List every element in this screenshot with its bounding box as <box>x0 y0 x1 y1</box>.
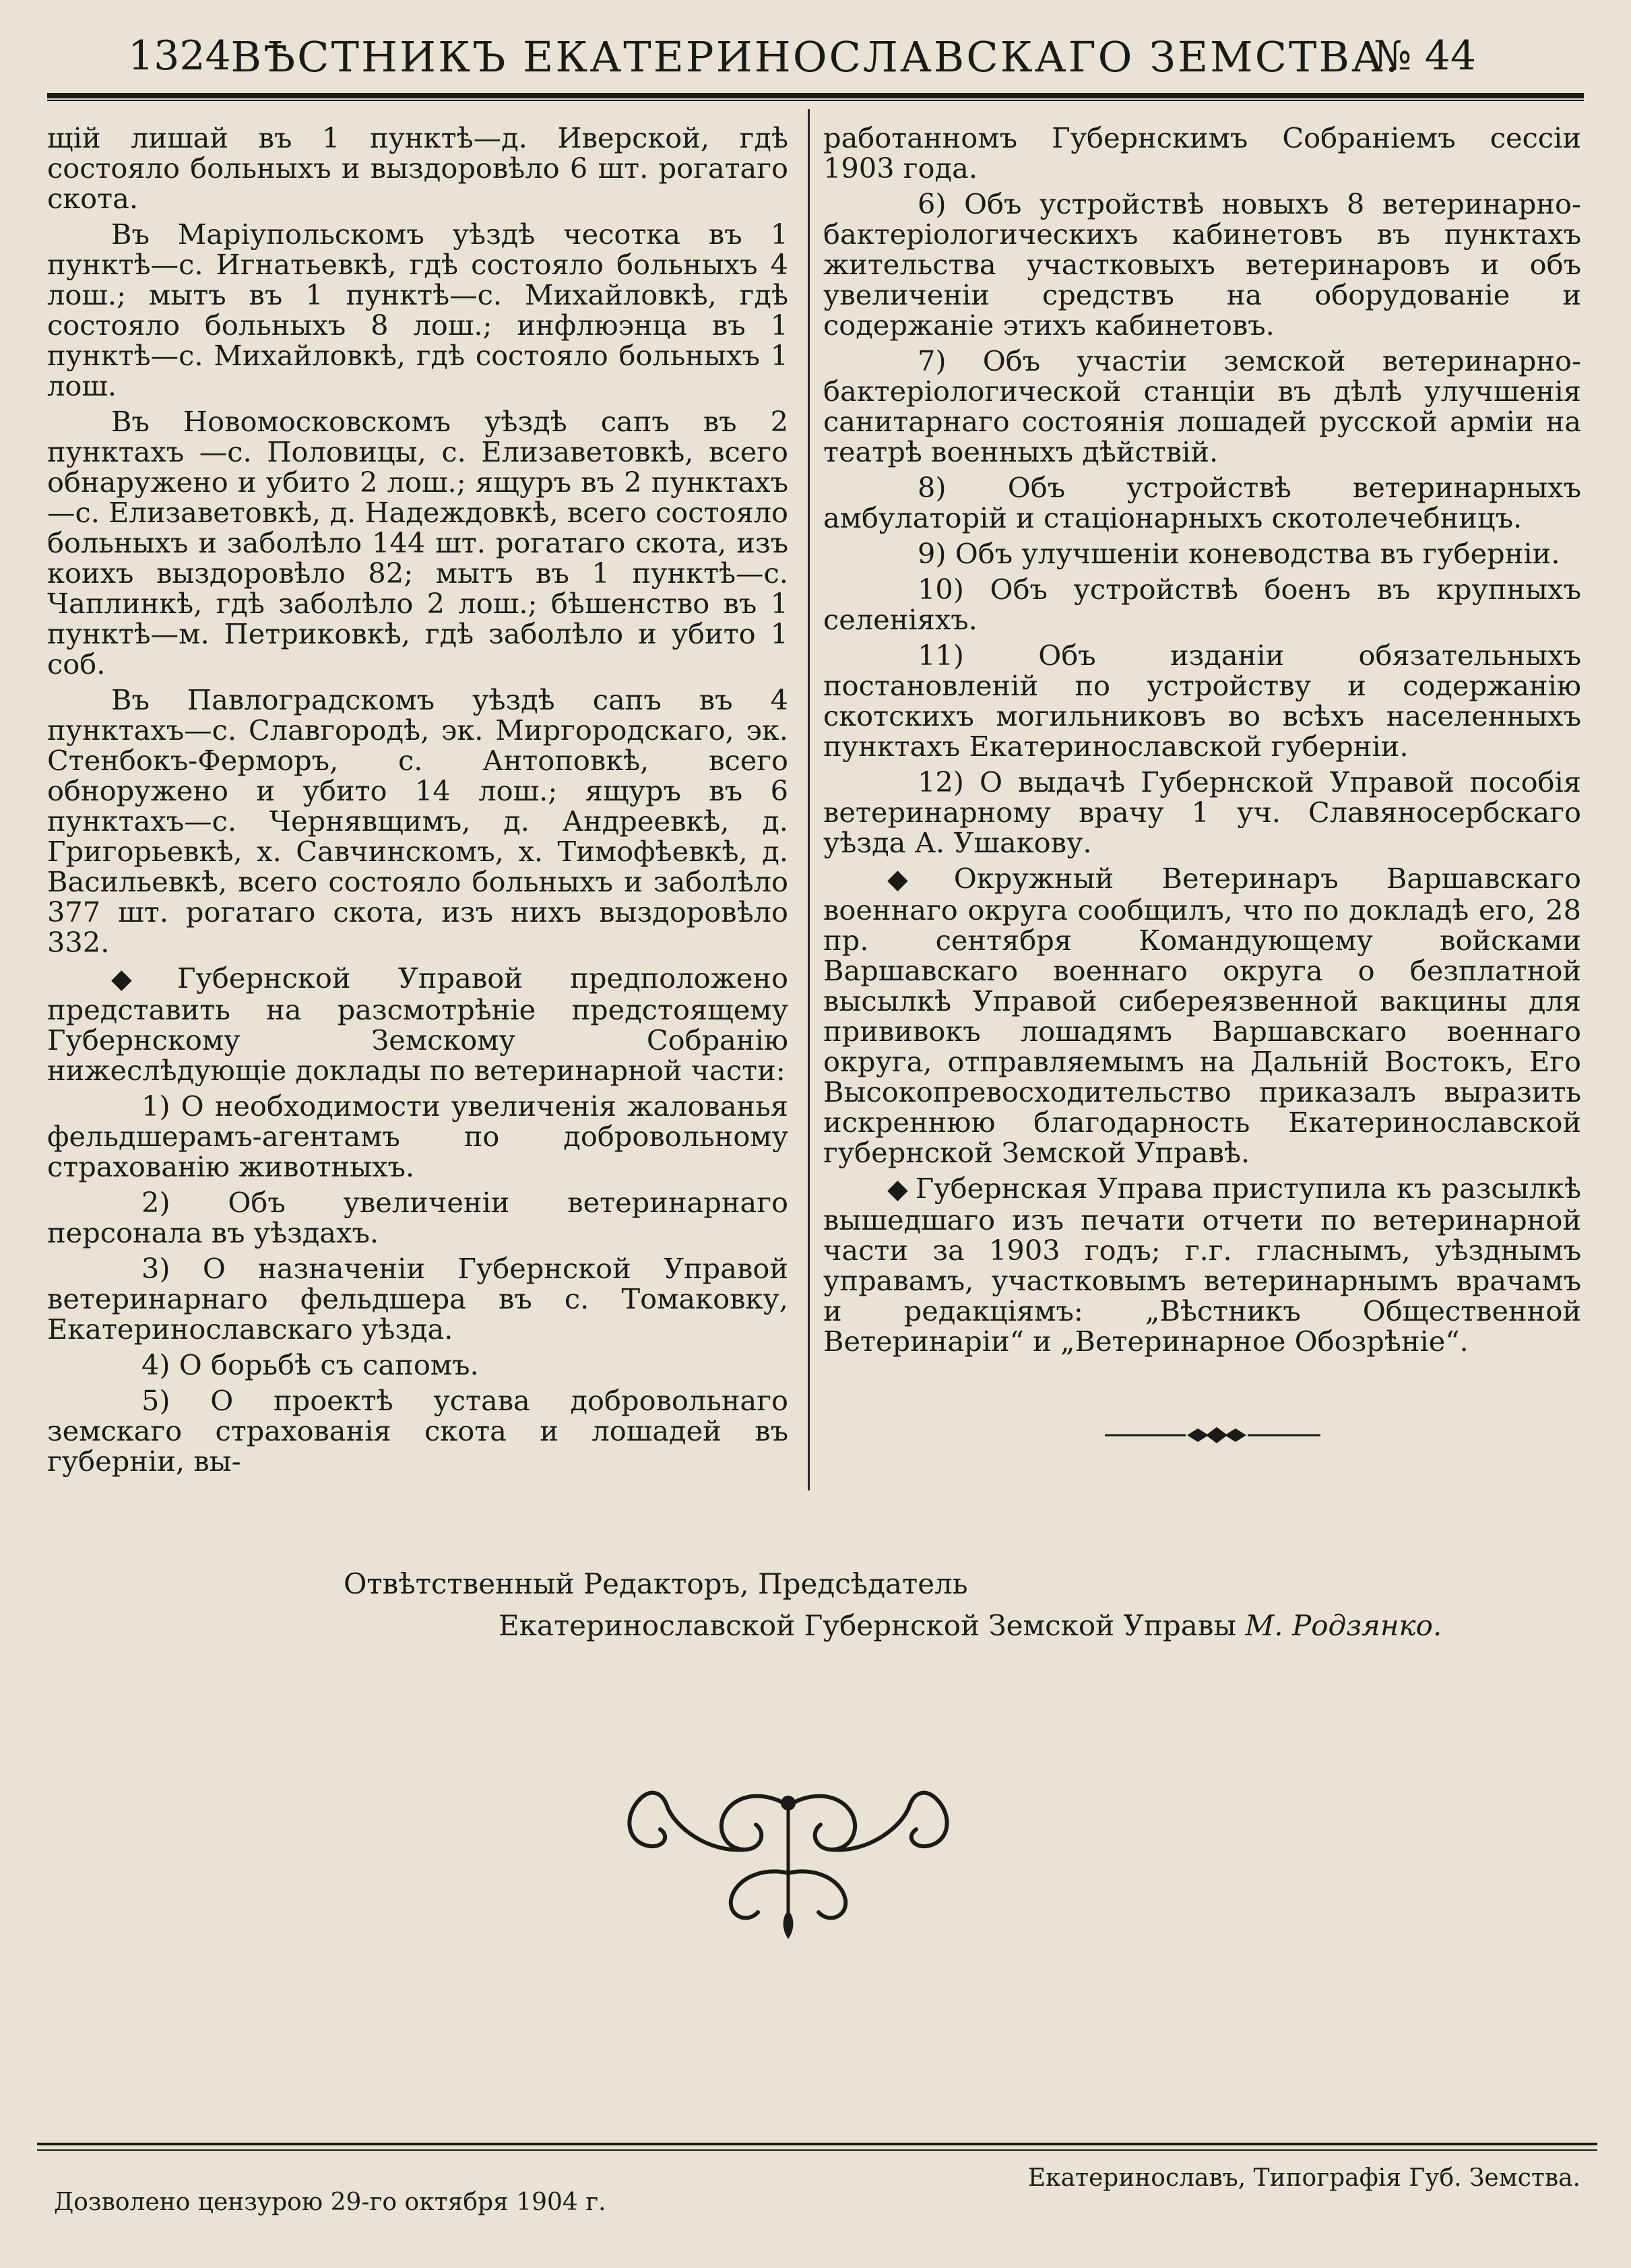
section-end-ornament-icon <box>1105 1422 1320 1449</box>
page-number: 1324 <box>128 32 231 80</box>
paragraph-text: Губернской Управой предположено представить на разсмотрѣніе предстоящему Губернскому Земскому Собранію нижеслѣдующіе доклады по ветеринарной части: <box>47 962 789 1087</box>
report-item: 6) Объ устройствѣ новыхъ 8 ветеринарно-бактеріологическихъ кабинетовъ въ пунктахъ жительства участковыхъ ветеринаровъ и объ увеличеніи средствъ на оборудованіе и содержаніе этихъ кабинетовъ. <box>823 187 1581 342</box>
notice-paragraph <box>47 963 788 1085</box>
editor-signature <box>344 1563 1442 1647</box>
notice-paragraph <box>823 1173 1581 1356</box>
report-item: 12) О выдачѣ Губернской Управой пособія ветеринарному врачу 1 уч. Славяносербскаго уѣзда А. Ушакову. <box>823 765 1581 859</box>
report-item: 8) Объ устройствѣ ветеринарныхъ амбулаторій и стаціонарныхъ скотолечебницъ. <box>823 471 1581 534</box>
report-item: 3) О назначеніи Губернской Управой ветеринарнаго фельдшера въ с. Томаковку, Екатеринославскаго уѣзда. <box>47 1252 788 1346</box>
journal-title: ВѢСТНИКЪ ЕКАТЕРИНОСЛАВСКАГО ЗЕМСТВА. <box>230 32 1401 82</box>
paragraph: Въ Маріупольскомъ уѣздѣ чесотка въ 1 пунктѣ—с. Игнатьевкѣ, гдѣ состояло больныхъ 4 лош.; мытъ въ 1 пунктѣ—с. Михайловкѣ, гдѣ состояло больныхъ 8 лош.; инфлюэнца въ 1 пунктѣ—с. Михайловкѣ, гдѣ состояло больныхъ 1 лош. <box>47 218 788 402</box>
report-item: 4) О борьбѣ съ сапомъ. <box>141 1348 479 1381</box>
signature-name: М. Родзянко. <box>1245 1609 1442 1642</box>
pointing-hand-icon: ◆ <box>111 964 170 995</box>
column-divider <box>808 109 810 1490</box>
censorship-note: Дозволено цензурою 29-го октября 1904 г. <box>54 2188 606 2216</box>
page-header <box>47 20 1584 94</box>
report-item: 11) Объ изданіи обязательныхъ постановленій по устройству и содержанію скотскихъ могильниковъ во всѣхъ населенныхъ пунктахъ Екатеринославской губерніи. <box>823 639 1581 763</box>
pointing-hand-icon: ◆ <box>887 1174 909 1205</box>
left-column <box>47 123 788 1482</box>
paragraph: Въ Новомосковскомъ уѣздѣ сапъ въ 2 пунктахъ —с. Половицы, с. Елизаветовкѣ, всего обнаружено и убито 2 лош.; ящуръ въ 2 пунктахъ —с. Елизаветовкѣ, д. Надеждовкѣ, всего состояло больныхъ и заболѣло 144 шт. рогатаго скота, изъ коихъ выздоровѣло 82; мытъ въ 1 пунктѣ—с. Чаплинкѣ, гдѣ заболѣло 2 лош.; бѣшенство въ 1 пунктѣ—м. Петриковкѣ, гдѣ заболѣло и убито 1 соб. <box>47 405 788 681</box>
paragraph-text: Окружный Ветеринаръ Варшавскаго военнаго округа сообщилъ, что по докладѣ его, 28 пр. сентября Командующему войсками Варшавскаго военнаго округа о безплатной высылкѣ Управой сибереязвенной вакцины для прививокъ лошадямъ Варшавскаго военнаго округа, отправляемымъ на Дальній Востокъ, Его Высокопревосходительство приказалъ выразить искреннюю благодарность Екатеринославской губернской Земской Управѣ. <box>823 862 1582 1169</box>
paragraph: работанномъ Губернскимъ Собраніемъ сессіи 1903 года. <box>823 121 1581 185</box>
decorative-scroll-ornament-icon <box>586 1779 990 1941</box>
printer-imprint: Екатеринославъ, Типографія Губ. Земства. <box>1027 2164 1580 2192</box>
footer-rule <box>37 2143 1597 2145</box>
paragraph: щій лишай въ 1 пунктѣ—д. Иверской, гдѣ состояло больныхъ и выздоровѣло 6 шт. рогатаго скота. <box>47 121 788 215</box>
issue-number: № 44 <box>1373 32 1476 80</box>
pointing-hand-icon: ◆ <box>887 864 947 895</box>
report-item: 5) О проектѣ устава добровольнаго земскаго страхованія скота и лошадей въ губерніи, вы- <box>47 1384 788 1478</box>
header-rule <box>47 93 1584 98</box>
right-column <box>823 123 1581 1362</box>
signature-office: Екатеринославской Губернской Земской Управы <box>499 1609 1236 1642</box>
report-item: 10) Объ устройствѣ боенъ въ крупныхъ селеніяхъ. <box>823 573 1581 636</box>
paragraph: Въ Павлоградскомъ уѣздѣ сапъ въ 4 пунктахъ—с. Славгородѣ, эк. Миргородскаго, эк. Стенбокъ-Ферморъ, с. Антоповкѣ, всего обноружено и убито 14 лош.; ящуръ въ 6 пунктахъ—с. Чернявщимъ, д. Андреевкѣ, д. Григорьевкѣ, х. Савчинскомъ, х. Тимофѣевкѣ, д. Васильевкѣ, всего состояло больныхъ и заболѣло 377 шт. рогатаго скота, изъ нихъ выздоровѣло 332. <box>47 683 788 959</box>
paragraph-text: Губернская Управа приступила къ разсылкѣ вышедшаго изъ печати отчети по ветеринарной части за 1903 годъ; г.г. гласнымъ, уѣзднымъ управамъ, участковымъ ветеринарнымъ врачамъ и редакціямъ: „Вѣстникъ Общественной Ветеринаріи“ и „Ветеринарное Обозрѣніе“. <box>823 1172 1581 1358</box>
notice-paragraph <box>823 863 1581 1168</box>
report-item: 2) Объ увеличеніи ветеринарнаго персонала въ уѣздахъ. <box>47 1186 788 1249</box>
signature-line-2 <box>499 1605 1442 1647</box>
report-item: 7) Объ участіи земской ветеринарно-бактеріологической станціи въ дѣлѣ улучшенія санитарнаго состоянія лошадей русской арміи на театрѣ военныхъ дѣйствій. <box>823 344 1581 468</box>
report-item: 1) О необходимости увеличенія жалованья фельдшерамъ-агентамъ по добровольному страхованію животныхъ. <box>47 1090 788 1183</box>
report-item: 9) Объ улучшеніи коневодства въ губерніи. <box>918 537 1560 570</box>
signature-line-1: Отвѣтственный Редакторъ, Предсѣдатель <box>344 1567 968 1600</box>
